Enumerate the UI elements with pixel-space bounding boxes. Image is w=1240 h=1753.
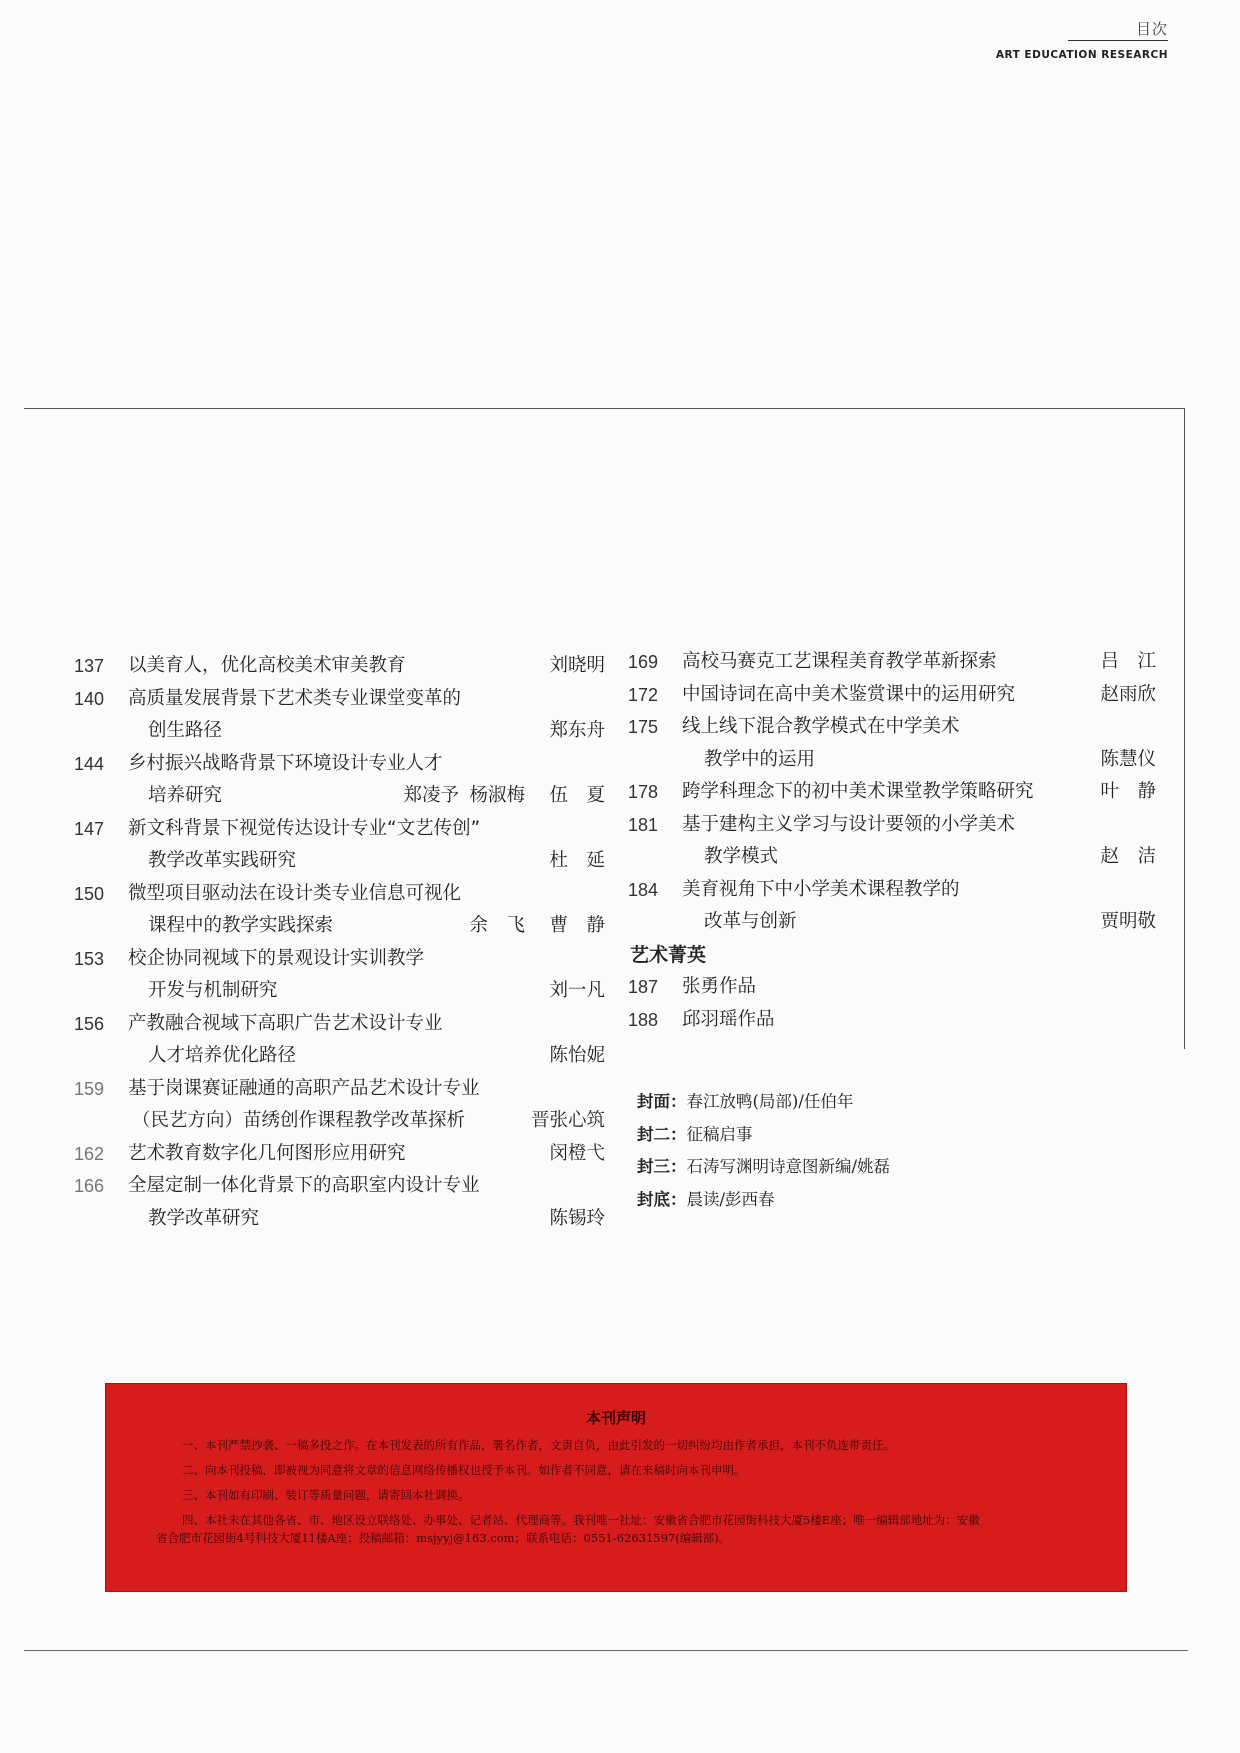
article-author: 贾明敬 xyxy=(1100,911,1156,932)
toc-entry[interactable] xyxy=(70,813,605,878)
article-author: 杜 延 xyxy=(549,850,605,871)
article-author: 吕 江 xyxy=(1100,651,1156,672)
page-number: 137 xyxy=(74,656,105,676)
article-author: 陈怡妮 xyxy=(549,1045,605,1066)
cover-label: 封面： xyxy=(637,1092,687,1111)
article-title: 微型项目驱动法在设计类专业信息可视化 xyxy=(128,882,462,904)
article-author: 陈锡玲 xyxy=(549,1207,605,1229)
section-heading: 艺术菁英 xyxy=(630,943,707,966)
toc-entry[interactable] xyxy=(628,809,1168,874)
page-number: 140 xyxy=(74,688,105,709)
page-number: 144 xyxy=(74,753,105,774)
cover-credit-row xyxy=(637,1086,890,1119)
article-title: 基于建构主义学习与设计要领的小学美术 xyxy=(682,813,1016,835)
page-number: 172 xyxy=(628,684,659,705)
cover-credit-row xyxy=(637,1151,890,1184)
page-number: 159 xyxy=(74,1078,105,1099)
cover-label: 封二： xyxy=(637,1124,687,1144)
article-author: 赵 洁 xyxy=(1100,846,1156,867)
article-title: 基于岗课赛证融通的高职产品艺术设计专业 xyxy=(128,1077,480,1099)
artwork-title: 邱羽瑶作品 xyxy=(682,1008,775,1030)
cover-label: 封三： xyxy=(637,1157,687,1176)
toc-entry[interactable] xyxy=(70,748,605,813)
page-number: 169 xyxy=(628,652,659,672)
article-title: 产教融合视域下高职广告艺术设计专业 xyxy=(128,1012,443,1034)
article-title: 中国诗词在高中美术鉴赏课中的运用研究 xyxy=(682,683,1016,705)
page-number: 175 xyxy=(628,717,659,737)
article-title-continued: 创生路径 xyxy=(148,720,223,741)
article-title-continued: 教学中的运用 xyxy=(704,748,816,770)
page-number: 153 xyxy=(74,948,105,969)
article-title-continued: 培养研究 xyxy=(148,785,223,806)
page-number: 156 xyxy=(74,1013,105,1034)
article-author: 曹 静 xyxy=(549,915,605,936)
toc-entry[interactable] xyxy=(70,683,605,748)
article-title: 跨学科理念下的初中美术课堂教学策略研究 xyxy=(682,781,1034,802)
article-title: 新文科背景下视觉传达设计专业“文艺传创” xyxy=(128,817,481,839)
toc-entry[interactable] xyxy=(70,1073,605,1138)
article-author: 刘晓明 xyxy=(549,655,605,676)
article-title-continued: 课程中的教学实践探索 xyxy=(148,915,334,936)
toc-entry[interactable] xyxy=(70,1138,605,1171)
statement-paragraph-continued: 省合肥市花园街4号科技大厦11楼A座；投稿邮箱：msjyyj@163.com；联系电话：0551-62631597(编辑部)。 xyxy=(156,1531,731,1545)
article-author: 郑凌予 xyxy=(403,785,459,806)
toc-entry[interactable] xyxy=(628,1004,1168,1037)
article-title: 美育视角下中小学美术课程教学的 xyxy=(682,878,960,900)
bottom-rule xyxy=(24,1650,1188,1651)
article-title: 校企协同视域下的景观设计实训教学 xyxy=(128,947,425,969)
page-number: 178 xyxy=(628,782,659,802)
page-number: 150 xyxy=(74,883,105,904)
article-title-continued: 开发与机制研究 xyxy=(148,980,278,1001)
article-author: 叶 静 xyxy=(1100,781,1156,802)
toc-entry[interactable] xyxy=(70,943,605,1008)
section-category: 目次 xyxy=(1135,20,1168,38)
cover-text: 征稿启事 xyxy=(686,1124,753,1144)
page-number: 181 xyxy=(628,814,659,835)
statement-paragraph: 二、向本刊投稿，即被视为同意将文章的信息网络传播权也授予本刊。如作者不同意，请在来稿时向本刊申明。 xyxy=(182,1463,746,1477)
artwork-title: 张勇作品 xyxy=(682,976,757,997)
header-rule xyxy=(1068,40,1168,41)
cover-label: 封底： xyxy=(637,1189,687,1209)
journal-statement-box xyxy=(106,1384,1126,1591)
statement-paragraph: 四、本社未在其他各省、市、地区设立联络处、办事处、记者站、代理商等。我刊唯一社址：安徽省合肥市花园街科技大厦5楼E座；唯一编辑部地址为：安徽 xyxy=(182,1513,980,1527)
cover-credit-row xyxy=(637,1184,890,1217)
cover-credits xyxy=(637,1086,890,1216)
toc-right-column xyxy=(628,646,1168,1036)
article-title-continued: 改革与创新 xyxy=(704,911,797,932)
statement-title: 本刊声明 xyxy=(585,1409,646,1427)
article-title-continued: （民艺方向）苗绣创作课程教学改革探析 xyxy=(132,1110,466,1131)
toc-entry[interactable] xyxy=(628,711,1168,776)
article-title: 高质量发展背景下艺术类专业课堂变革的 xyxy=(128,687,462,709)
article-title-continued: 人才培养优化路径 xyxy=(148,1045,297,1066)
article-title-continued: 教学模式 xyxy=(704,846,779,867)
cover-text: 石涛写渊明诗意图新编/姚磊 xyxy=(686,1157,891,1176)
article-author: 伍 夏 xyxy=(549,785,605,806)
article-title-continued: 教学改革研究 xyxy=(148,1207,260,1229)
page-number: 166 xyxy=(74,1176,105,1196)
article-title: 艺术教育数字化几何图形应用研究 xyxy=(128,1142,406,1164)
article-title: 高校马赛克工艺课程美育教学革新探索 xyxy=(682,651,997,672)
toc-entry[interactable] xyxy=(628,646,1168,679)
toc-entry[interactable] xyxy=(628,679,1168,712)
article-title: 全屋定制一体化背景下的高职室内设计专业 xyxy=(128,1175,480,1196)
statement-paragraph: 三、本刊如有印刷、装订等质量问题，请寄回本社调换。 xyxy=(182,1488,470,1502)
toc-entry[interactable] xyxy=(70,650,605,683)
page-number: 184 xyxy=(628,879,659,900)
article-title: 以美育人，优化高校美术审美教育 xyxy=(128,655,406,676)
page-number: 147 xyxy=(74,818,105,839)
article-author: 陈慧仪 xyxy=(1100,748,1156,770)
article-title: 乡村振兴战略背景下环境设计专业人才 xyxy=(128,752,443,774)
page-number: 188 xyxy=(628,1009,659,1030)
article-author: 赵雨欣 xyxy=(1100,683,1156,705)
article-author: 晋张心筑 xyxy=(530,1110,605,1131)
toc-entry[interactable] xyxy=(70,1170,605,1235)
page-number: 187 xyxy=(628,977,659,997)
cover-text: 春江放鸭(局部)/任伯年 xyxy=(686,1092,854,1111)
toc-entry[interactable] xyxy=(70,1008,605,1073)
article-title-continued: 教学改革实践研究 xyxy=(148,850,297,871)
cover-credit-row xyxy=(637,1119,890,1152)
article-author: 刘一凡 xyxy=(549,980,605,1001)
toc-left-column xyxy=(70,650,605,1235)
page-number: 162 xyxy=(74,1143,105,1164)
toc-entry[interactable] xyxy=(628,874,1168,939)
journal-english-title: ART EDUCATION RESEARCH xyxy=(995,49,1168,61)
article-author: 闵橙弋 xyxy=(549,1142,605,1164)
toc-entry[interactable] xyxy=(70,878,605,943)
toc-entry[interactable] xyxy=(628,971,1168,1004)
toc-entry[interactable] xyxy=(628,776,1168,809)
article-author: 郑东舟 xyxy=(549,720,605,741)
cover-text: 晨读/彭西春 xyxy=(686,1189,775,1209)
statement-paragraph: 一、本刊严禁抄袭、一稿多投之作。在本刊发表的所有作品，署名作者，文责自负，由此引发的一切纠纷均由作者承担，本刊不负连带责任。 xyxy=(182,1438,895,1452)
page-header xyxy=(996,18,1168,61)
article-author: 余 飞 xyxy=(469,915,525,936)
article-author: 杨淑梅 xyxy=(469,785,525,806)
article-title: 线上线下混合教学模式在中学美术 xyxy=(682,716,960,737)
